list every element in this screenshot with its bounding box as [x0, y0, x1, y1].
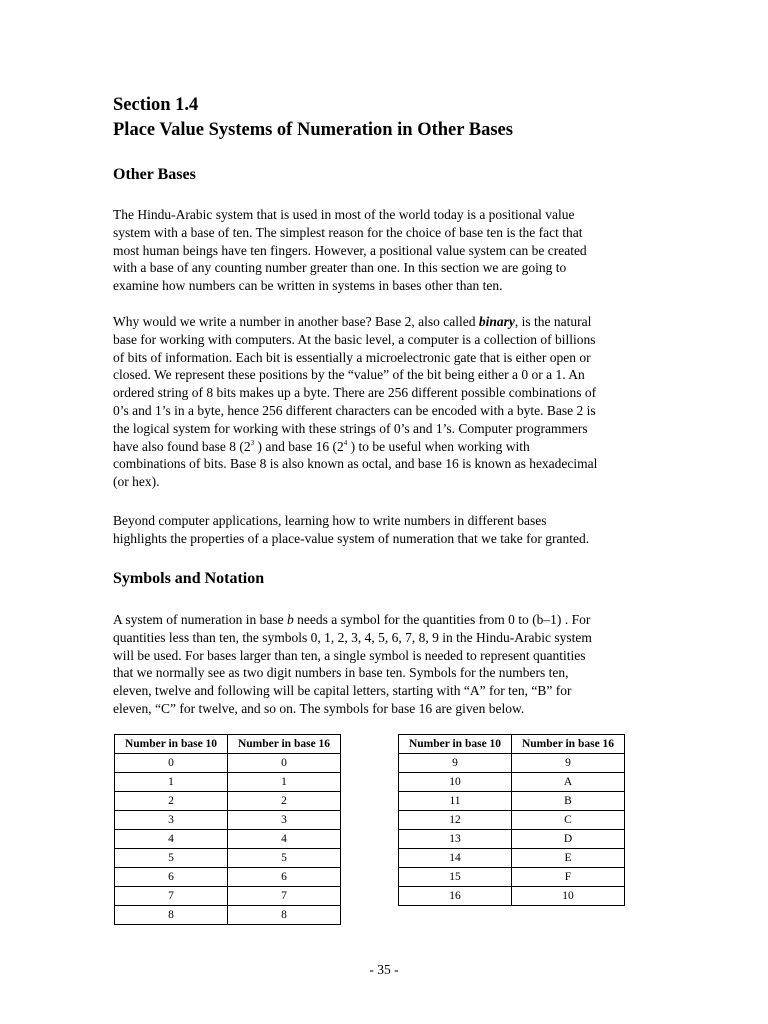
- cell-base10: 15: [399, 868, 512, 887]
- cell-base16: 10: [512, 887, 625, 906]
- table-row: [115, 754, 341, 773]
- cell-base16: B: [512, 792, 625, 811]
- cell-base16: 2: [228, 792, 341, 811]
- text-line: most human beings have ten fingers. However, a positional value system can be created: [113, 242, 587, 258]
- text-line: that we normally see as two digit numbers in base ten. Symbols for the numbers ten,: [113, 665, 569, 681]
- text-line: Beyond computer applications, learning how to write numbers in different bases: [113, 513, 547, 528]
- text-line: eleven, “C” for twelve, and so on. The symbols for base 16 are given below.: [113, 700, 525, 716]
- text-line: with a base of any counting number greater than one. In this section we are going to: [113, 260, 567, 276]
- cell-base16: 0: [228, 754, 341, 773]
- text-line: of bits of information. Each bit is essentially a microelectronic gate that is either open or: [113, 349, 591, 365]
- table-header-row: [115, 735, 341, 754]
- text-fragment: . For: [564, 612, 591, 627]
- cell-base10: 14: [399, 849, 512, 868]
- text-line: combinations of bits. Base 8 is also known as octal, and base 16 is known as hexadecimal: [113, 456, 598, 472]
- table-row: [115, 906, 341, 925]
- cell-base10: 12: [399, 811, 512, 830]
- text-line: highlights the properties of a place-value system of numeration that we take for granted.: [113, 530, 590, 546]
- cell-base10: 4: [115, 830, 228, 849]
- table-row: [399, 849, 625, 868]
- table-header-row: [399, 735, 625, 754]
- text-line: (or hex).: [113, 474, 160, 490]
- paragraph-binary: [113, 313, 633, 491]
- text-line: system with a base of ten. The simplest reason for the choice of base ten is the fact that: [113, 224, 583, 240]
- table-row: [115, 773, 341, 792]
- section-number: Section 1.4: [113, 95, 199, 115]
- cell-base16: 9: [512, 754, 625, 773]
- paragraph-intro: [113, 206, 633, 295]
- text-line: base for working with computers. At the basic level, a computer is a collection of billions: [113, 331, 596, 347]
- cell-base10: 10: [399, 773, 512, 792]
- table-row: [399, 868, 625, 887]
- cell-base16: C: [512, 811, 625, 830]
- cell-base16: 7: [228, 887, 341, 906]
- cell-base10: 3: [115, 811, 228, 830]
- cell-base10: 1: [115, 773, 228, 792]
- table-row: [115, 830, 341, 849]
- paragraph-symbols: [113, 611, 633, 718]
- cell-base16: F: [512, 868, 625, 887]
- cell-base10: 9: [399, 754, 512, 773]
- text-line: will be used. For bases larger than ten, a single symbol is needed to represent quantities: [113, 647, 586, 663]
- heading-other-bases: Other Bases: [113, 166, 196, 183]
- text-fragment: A system of numeration in base: [113, 612, 287, 627]
- math-variable: b: [286, 612, 294, 627]
- math-expression: (b–1): [532, 612, 562, 627]
- cell-base10: 13: [399, 830, 512, 849]
- math-exponent: 4: [343, 438, 348, 447]
- cell-base10: 11: [399, 792, 512, 811]
- cell-base16: E: [512, 849, 625, 868]
- table-row: [115, 868, 341, 887]
- text-line: closed. We represent these positions by the “value” of the bit being either a 0 or a 1. An: [113, 367, 585, 383]
- cell-base10: 2: [115, 792, 228, 811]
- cell-base10: 0: [115, 754, 228, 773]
- cell-base10: 6: [115, 868, 228, 887]
- table-base-conversion-right: [398, 734, 625, 906]
- cell-base10: 5: [115, 849, 228, 868]
- cell-base16: 8: [228, 906, 341, 925]
- cell-base16: 4: [228, 830, 341, 849]
- text-line: [113, 611, 633, 629]
- text-fragment: have also found base 8 (: [113, 438, 244, 454]
- paragraph-applications: [113, 512, 633, 548]
- cell-base10: 8: [115, 906, 228, 925]
- math-base: 2: [336, 438, 344, 454]
- text-fragment: , is the natural: [514, 314, 592, 329]
- text-line: the logical system for working with these strings of 0’s and 1’s. Computer programmers: [113, 420, 588, 436]
- text-line: [113, 313, 633, 331]
- cell-base16: 6: [228, 868, 341, 887]
- table-row: [115, 887, 341, 906]
- table-row: [399, 887, 625, 906]
- text-line: ordered string of 8 bits makes up a byte. There are 256 different possible combinations of: [113, 385, 597, 401]
- text-fragment: needs a symbol for the quantities from 0 to: [293, 612, 533, 627]
- math-exponent: 3: [250, 438, 255, 447]
- table-row: [399, 830, 625, 849]
- math-base: 2: [243, 438, 251, 454]
- table-row: [399, 773, 625, 792]
- text-line: examine how numbers can be written in systems in bases other than ten.: [113, 278, 503, 294]
- text-line: The Hindu-Arabic system that is used in most of the world today is a positional value: [113, 207, 575, 222]
- column-header-base10: Number in base 10: [115, 735, 228, 754]
- page-number: - 35 -: [369, 962, 399, 977]
- table-row: [399, 811, 625, 830]
- table-row: [399, 754, 625, 773]
- column-header-base16: Number in base 16: [512, 735, 625, 754]
- text-line: quantities less than ten, the symbols 0, 1, 2, 3, 4, 5, 6, 7, 8, 9 in the Hindu-Arabic system: [113, 629, 592, 645]
- cell-base16: A: [512, 773, 625, 792]
- term-binary: binary: [478, 314, 515, 329]
- column-header-base16: Number in base 16: [228, 735, 341, 754]
- text-line: 0’s and 1’s in a byte, hence 256 different characters can be encoded with a byte. Base 2 is: [113, 402, 596, 418]
- cell-base16: 1: [228, 773, 341, 792]
- heading-symbols-notation: Symbols and Notation: [113, 570, 265, 587]
- table-base-conversion-left: [114, 734, 341, 925]
- cell-base10: 16: [399, 887, 512, 906]
- text-fragment: Why would we write a number in another base? Base 2, also called: [113, 314, 479, 329]
- section-title: Place Value Systems of Numeration in Other Bases: [113, 120, 513, 140]
- cell-base16: 5: [228, 849, 341, 868]
- table-row: [115, 849, 341, 868]
- text-line: eleven, twelve and following will be capital letters, starting with “A” for ten, “B” for: [113, 683, 572, 699]
- cell-base10: 7: [115, 887, 228, 906]
- column-header-base10: Number in base 10: [399, 735, 512, 754]
- text-fragment: ) to be useful when working with: [350, 438, 530, 454]
- text-line: [113, 438, 633, 456]
- text-fragment: ) and base 16 (: [257, 438, 337, 454]
- cell-base16: D: [512, 830, 625, 849]
- cell-base16: 3: [228, 811, 341, 830]
- table-row: [399, 792, 625, 811]
- table-row: [115, 792, 341, 811]
- table-row: [115, 811, 341, 830]
